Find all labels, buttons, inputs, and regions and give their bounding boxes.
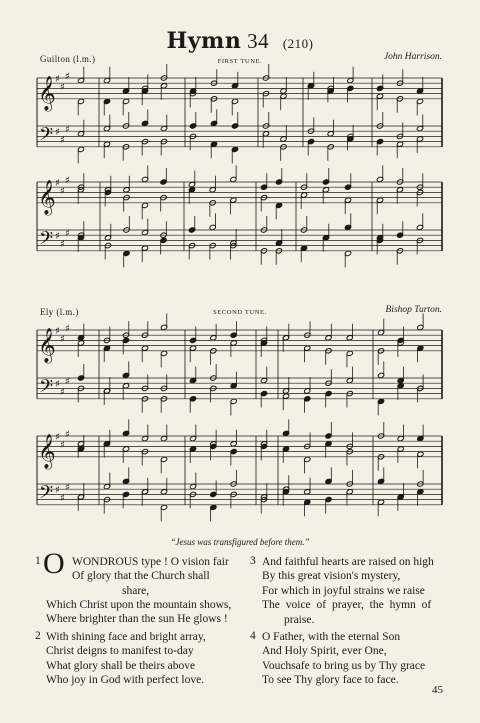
svg-text:♯: ♯ xyxy=(60,439,65,451)
svg-text:𝄞: 𝄞 xyxy=(38,179,56,215)
svg-text:♯: ♯ xyxy=(60,387,65,398)
tune-2-name: Ely (l.m.) xyxy=(40,307,79,317)
verse-3-line-5: praise. xyxy=(284,613,315,626)
music-system-1 xyxy=(0,68,480,168)
verse-3 xyxy=(262,555,434,627)
verse-2-line-1: With shining face and bright array, xyxy=(46,631,206,643)
verse-4-line-1: O Father, with the eternal Son xyxy=(262,631,401,643)
hymn-number: 34 xyxy=(247,29,270,53)
svg-text:♯: ♯ xyxy=(55,178,60,189)
svg-text:♯: ♯ xyxy=(65,323,70,335)
svg-text:♯: ♯ xyxy=(60,239,65,250)
verse-3-line-1: And faithful hearts are raised on high xyxy=(262,556,434,568)
verse-4-line-2: And Holy Spirit, ever One, xyxy=(262,645,387,658)
verse-1-line-5: Where brighter than the sun He glows ! xyxy=(46,613,228,626)
verse-3-line-4: The voice of prayer, the hymn of xyxy=(262,599,432,612)
verse-3-line-2: By this great vision's mystery, xyxy=(262,570,401,583)
hymn-heading-word: Hymn xyxy=(166,28,242,54)
verse-1-cont xyxy=(46,598,231,627)
svg-text:♯: ♯ xyxy=(60,135,65,146)
hymn-heading xyxy=(0,28,480,54)
svg-text:𝄞: 𝄞 xyxy=(38,327,56,363)
page-number: 45 xyxy=(432,684,443,696)
verse-1-line-3: share, xyxy=(122,584,150,597)
svg-text:♯: ♯ xyxy=(65,71,70,83)
verse-2-number: 2 xyxy=(35,630,41,642)
verse-3-number: 3 xyxy=(250,555,256,567)
svg-text:♯: ♯ xyxy=(55,74,60,85)
svg-text:♯: ♯ xyxy=(60,333,65,345)
svg-text:♯: ♯ xyxy=(60,493,65,504)
svg-text:♯: ♯ xyxy=(60,185,65,197)
svg-text:𝄞: 𝄞 xyxy=(38,433,56,469)
svg-text:♯: ♯ xyxy=(60,81,65,93)
svg-text:♯: ♯ xyxy=(55,432,60,443)
svg-text:♯: ♯ xyxy=(55,127,60,139)
svg-text:♯: ♯ xyxy=(55,485,60,497)
tune-caption: “Jesus was transfigured before them.” xyxy=(170,537,310,547)
svg-text:𝄞: 𝄞 xyxy=(38,75,56,111)
hymn-alt-number: (210) xyxy=(282,36,314,51)
verse-3-line-3: For which in joyful strains we raise xyxy=(262,584,425,597)
svg-text:𝄢: 𝄢 xyxy=(39,228,54,254)
music-system-3 xyxy=(0,320,480,420)
tune-2-label: SECOND TUNE. xyxy=(213,309,267,316)
music-system-4 xyxy=(0,426,480,526)
verse-1-dropcap: O xyxy=(43,547,65,580)
verse-2-line-3: What glory shall be theirs above xyxy=(46,659,196,672)
svg-text:♯: ♯ xyxy=(55,231,60,243)
svg-text:♯: ♯ xyxy=(65,175,70,187)
tune-1-label: FIRST TUNE. xyxy=(217,58,263,65)
tune-1-composer: John Harrison. xyxy=(383,52,442,62)
music-system-2 xyxy=(0,172,480,272)
svg-text:♯: ♯ xyxy=(65,482,70,494)
verse-4 xyxy=(262,630,425,688)
verse-4-line-3: Vouchsafe to bring us by Thy grace xyxy=(262,659,426,672)
verse-2 xyxy=(46,630,206,688)
verse-2-line-4: Who joy in God with perfect love. xyxy=(46,674,205,687)
svg-text:♯: ♯ xyxy=(55,379,60,391)
svg-text:♯: ♯ xyxy=(65,124,70,136)
verse-1-line-4: Which Christ upon the mountain shows, xyxy=(46,599,232,611)
svg-text:♯: ♯ xyxy=(65,429,70,441)
verse-1-line-2: Of glory that the Church shall xyxy=(72,570,210,583)
svg-text:𝄢: 𝄢 xyxy=(39,482,54,508)
svg-text:𝄢: 𝄢 xyxy=(39,376,54,402)
verse-1-number: 1 xyxy=(35,555,41,567)
tune-2-composer: Bishop Turton. xyxy=(385,305,442,315)
verse-1-line-1: WONDROUS type ! O vision fair xyxy=(72,556,229,568)
verse-1 xyxy=(72,555,229,598)
verse-4-line-4: To see Thy glory face to face. xyxy=(262,674,399,687)
svg-text:♯: ♯ xyxy=(55,326,60,337)
verse-2-line-2: Christ deigns to manifest to-day xyxy=(46,645,194,658)
tune-1-name: Guilton (l.m.) xyxy=(40,54,96,64)
svg-text:♯: ♯ xyxy=(65,228,70,240)
verse-4-number: 4 xyxy=(250,630,256,642)
svg-text:𝄢: 𝄢 xyxy=(39,124,54,150)
svg-text:♯: ♯ xyxy=(65,376,70,388)
